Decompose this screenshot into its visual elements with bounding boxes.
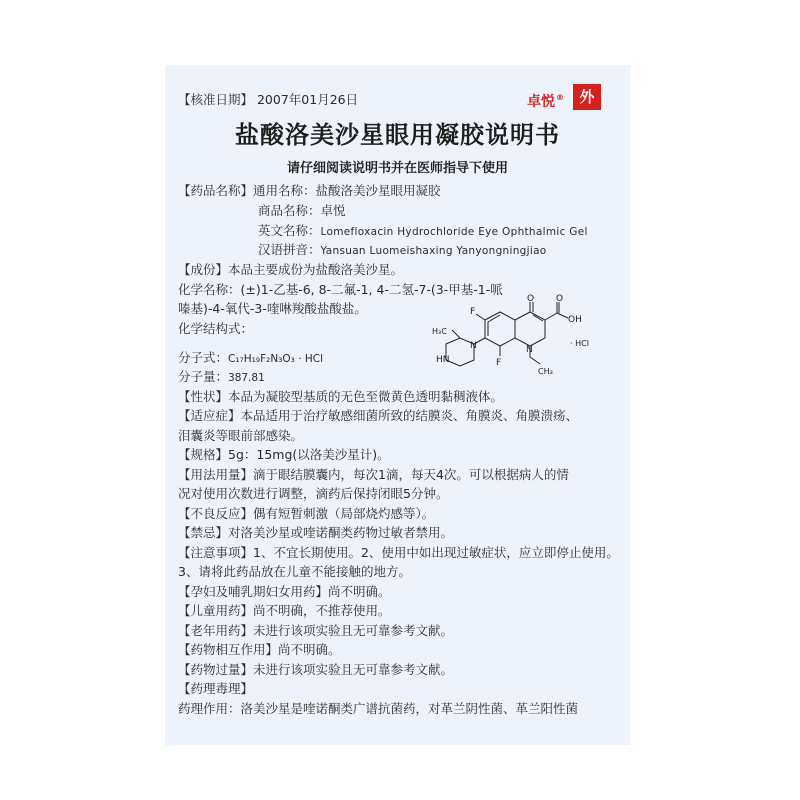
otc-external-use-badge: 外 bbox=[573, 84, 601, 110]
pediatric-use: 【儿童用药】尚不明确，不推荐使用。 bbox=[178, 603, 391, 618]
pinyin-label: 汉语拼音： bbox=[258, 242, 321, 257]
registered-mark: ® bbox=[556, 93, 564, 103]
structure-hcl: · HCl bbox=[570, 339, 589, 348]
structure-n-pip: N bbox=[470, 341, 477, 351]
english-name-value: Lomefloxacin Hydrochloride Eye Ophthalmic Gel bbox=[320, 226, 588, 238]
dosage-line1: 【用法用量】滴于眼结膜囊内，每次1滴，每天4次。可以根据病人的情 bbox=[178, 467, 569, 482]
indications-line2: 泪囊炎等眼前部感染。 bbox=[178, 428, 304, 443]
overdose: 【药物过量】未进行该项实验且无可靠参考文献。 bbox=[178, 662, 454, 677]
brand-name bbox=[527, 91, 564, 111]
molecular-formula bbox=[178, 350, 323, 367]
structure-ch3-ethyl: CH₃ bbox=[538, 367, 553, 376]
adverse-reactions: 【不良反应】偶有短暂刺激（局部烧灼感等）。 bbox=[178, 506, 435, 521]
english-name-label: 英文名称： bbox=[258, 223, 321, 238]
document-title: 盐酸洛美沙星眼用凝胶说明书 bbox=[235, 121, 560, 149]
structure-f-top: F bbox=[470, 307, 476, 317]
formula-value: C₁₇H₁₉F₂N₃O₃ · HCl bbox=[228, 353, 324, 365]
structure-o: O bbox=[527, 294, 535, 304]
contraindications: 【禁忌】对洛美沙星或喹诺酮类药物过敏者禁用。 bbox=[178, 525, 454, 540]
drug-name-trade: 商品名称：卓悦 bbox=[258, 203, 346, 218]
structure-o2: O bbox=[556, 294, 564, 304]
drug-name-pinyin bbox=[258, 242, 547, 259]
pregnancy-lactation: 【孕妇及哺乳期妇女用药】尚不明确。 bbox=[178, 584, 391, 599]
weight-label: 分子量： bbox=[178, 369, 229, 384]
structure-oh: OH bbox=[568, 315, 582, 325]
drug-name-english bbox=[258, 223, 588, 240]
structure-ch3-pip: H₃C bbox=[432, 327, 447, 336]
composition: 【成份】本品主要成份为盐酸洛美沙星。 bbox=[178, 262, 404, 277]
drug-name-generic: 【药品名称】通用名称：盐酸洛美沙星眼用凝胶 bbox=[178, 183, 441, 198]
structure-n-ring: N bbox=[526, 345, 533, 355]
precautions-line1: 【注意事项】1、不宜长期使用。2、使用中如出现过敏症状，应立即停止使用。 bbox=[178, 545, 619, 560]
indications-line1: 【适应症】本品适用于治疗敏感细菌所致的结膜炎、角膜炎、角膜溃疡、 bbox=[178, 408, 579, 423]
approval-date: 【核准日期】 2007年01月26日 bbox=[178, 92, 359, 107]
molecular-weight bbox=[178, 369, 265, 386]
document-subtitle: 请仔细阅读说明书并在医师指导下使用 bbox=[286, 161, 508, 176]
precautions-line2: 3、请将此药品放在儿童不能接触的地方。 bbox=[178, 564, 411, 579]
pinyin-value: Yansuan Luomeishaxing Yanyongningjiao bbox=[320, 245, 547, 257]
dosage-line2: 况对使用次数进行调整，滴药后保持闭眼5分钟。 bbox=[178, 486, 449, 501]
drug-interactions: 【药物相互作用】尚不明确。 bbox=[178, 642, 341, 657]
formula-label: 分子式： bbox=[178, 350, 229, 365]
description: 【性状】本品为凝胶型基质的无色至微黄色透明黏稠液体。 bbox=[178, 389, 504, 404]
structure-f-bottom: F bbox=[496, 358, 502, 368]
structure-label: 化学结构式： bbox=[178, 321, 254, 336]
pharmacology-toxicology-heading: 【药理毒理】 bbox=[178, 681, 254, 696]
weight-value: 387.81 bbox=[228, 372, 265, 384]
specification: 【规格】5g：15mg(以洛美沙星计)。 bbox=[178, 447, 390, 462]
chemical-name-line1: 化学名称：(±)1-乙基-6, 8-二氟-1, 4-二氢-7-(3-甲基-1-哌 bbox=[178, 282, 503, 297]
brand-text: 卓悦 bbox=[527, 94, 555, 110]
chemical-name-line2: 嗪基)-4-氧代-3-喹啉羧酸盐酸盐。 bbox=[178, 301, 367, 316]
structure-hn: HN bbox=[436, 355, 450, 365]
chemical-structure-diagram bbox=[430, 294, 589, 382]
geriatric-use: 【老年用药】未进行该项实验且无可靠参考文献。 bbox=[178, 623, 454, 638]
pharmacology-text: 药理作用：洛美沙星是喹诺酮类广谱抗菌药，对革兰阴性菌、革兰阳性菌 bbox=[178, 701, 579, 716]
